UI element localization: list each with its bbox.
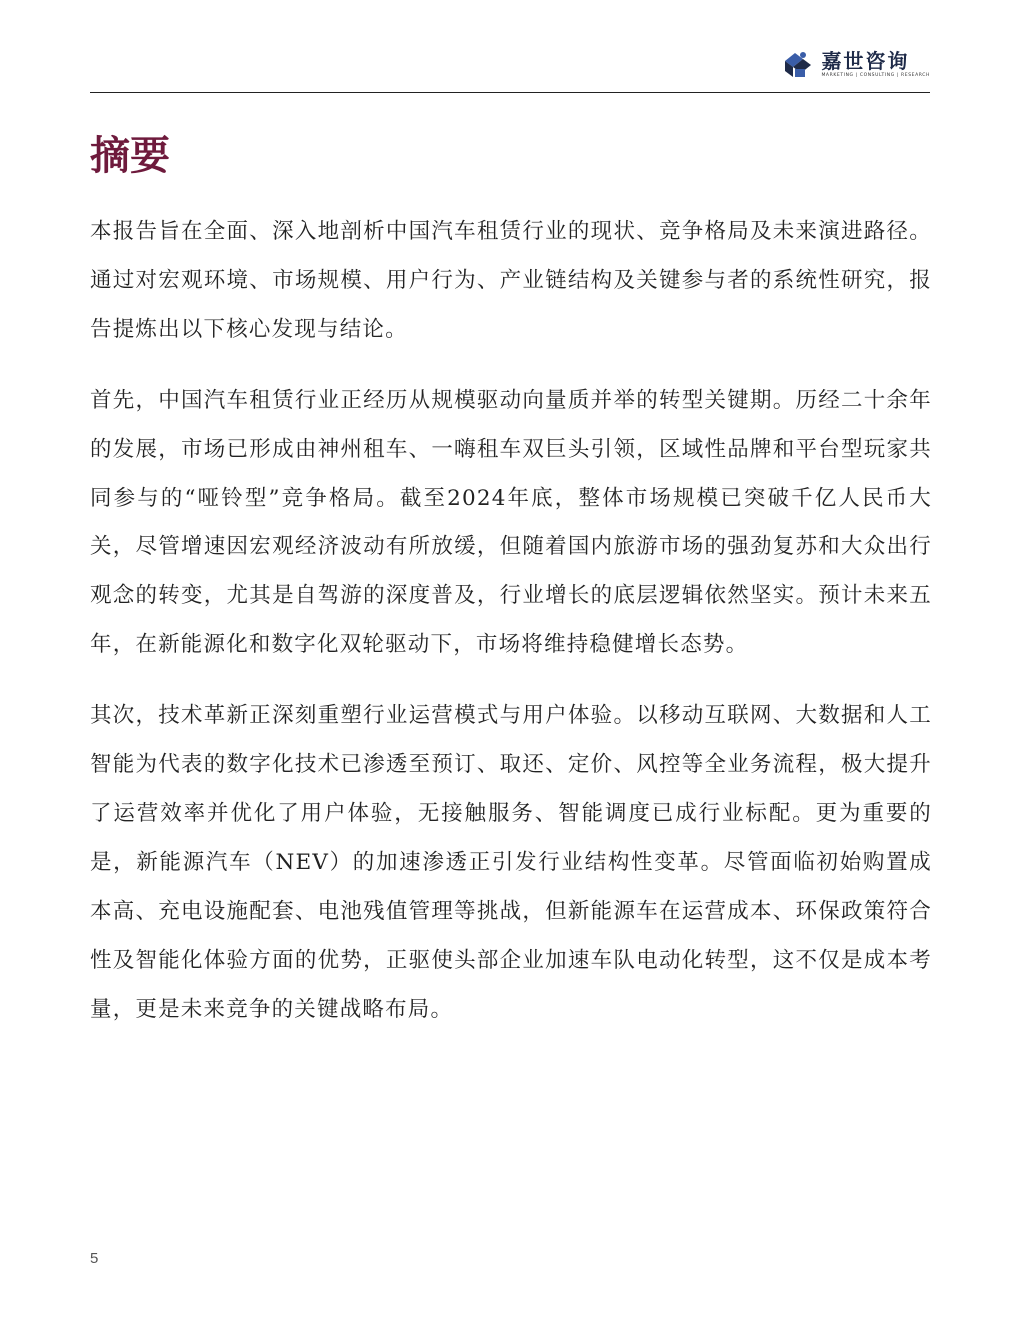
logo-tagline: MARKETING | CONSULTING | RESEARCH <box>821 72 930 78</box>
logo-mark-icon <box>781 47 815 81</box>
logo-text <box>821 50 930 79</box>
paragraph-1: 本报告旨在全面、深入地剖析中国汽车租赁行业的现状、竞争格局及未来演进路径。通过对宏观环境、市场规模、用户行为、产业链结构及关键参与者的系统性研究，报告提炼出以下核心发现与结论。 <box>90 219 932 342</box>
paragraph-2: 首先，中国汽车租赁行业正经历从规模驱动向量质并举的转型关键期。历经二十余年的发展，市场已形成由神州租车、一嗨租车双巨头引领，区域性品牌和平台型玩家共同参与的“哑铃型”竞争格局。截至2024年底，整体市场规模已突破千亿人民币大关，尽管增速因宏观经济波动有所放缓，但随着国内旅游市场的强劲复苏和大众出行观念的转变，尤其是自驾游的深度普及，行业增长的底层逻辑依然坚实。预计未来五年，在新能源化和数字化双轮驱动下，市场将维持稳健增长态势。 <box>90 387 932 658</box>
page-number: 5 <box>90 1250 99 1267</box>
logo-name: 嘉世咨询 <box>821 48 910 73</box>
paragraph-3: 其次，技术革新正深刻重塑行业运营模式与用户体验。以移动互联网、大数据和人工智能为代表的数字化技术已渗透至预订、取还、定价、风控等全业务流程，极大提升了运营效率并优化了用户体验，无接触服务、智能调度已成行业标配。更为重要的是，新能源汽车（NEV）的加速渗透正引发行业结构性变革。尽管面临初始购置成本高、充电设施配套、电池残值管理等挑战，但新能源车在运营成本、环保政策符合性及智能化体验方面的优势，正驱使头部企业加速车队电动化转型，这不仅是成本考量，更是未来竞争的关键战略布局。 <box>90 703 932 1022</box>
page-title: 摘要 <box>90 132 170 179</box>
page-header <box>90 40 930 93</box>
company-logo <box>781 46 930 82</box>
abstract-body <box>90 208 932 1057</box>
